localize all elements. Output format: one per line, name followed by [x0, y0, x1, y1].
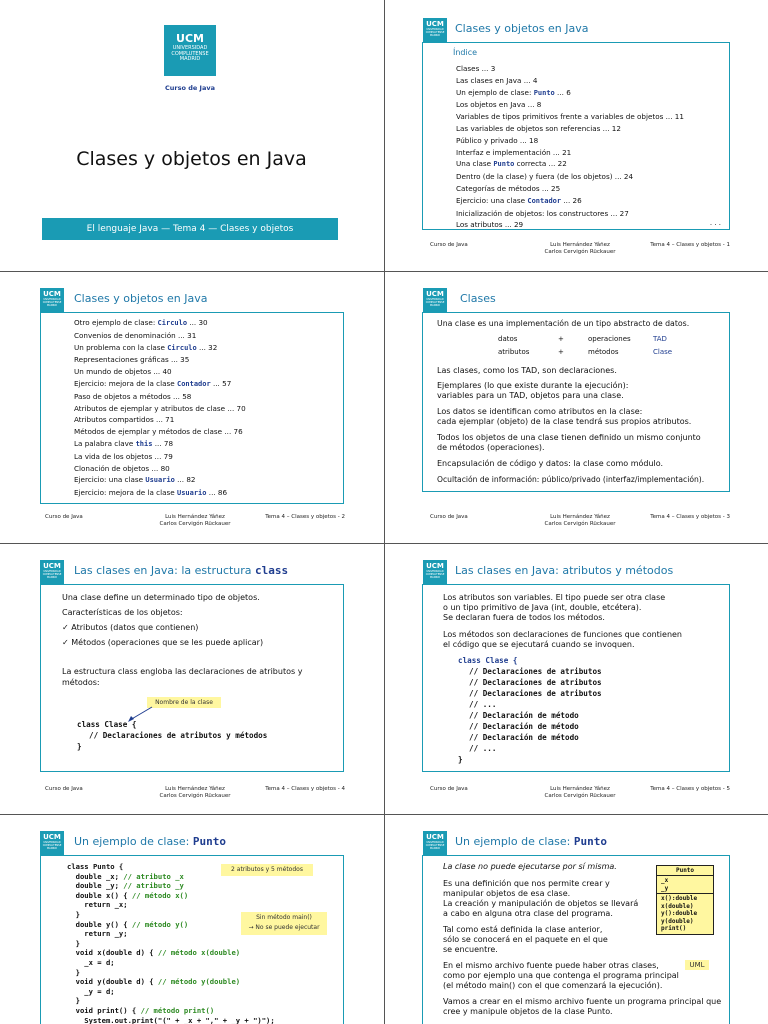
uml-attribute: _x: [661, 877, 669, 884]
code-line: // Declaración de método: [469, 733, 579, 742]
note-attributes: 2 atributos y 5 métodos: [221, 864, 313, 876]
slide-2: UCM UNIVERSIDAD COMPLUTENSE MADRID Clases y objetos en Java Otro ejemplo de clase: Circulo ... 30 Convenios de denominación ... 31 Un problema con la clase Circulo ... 32 Representaciones gráficas ... 35 Un mundo de objetos ... 40 Ejercicio: mejora de la clase Contador ... 57 Paso de objetos a métodos ... 58 Atributos de ejemplar y atributos de clase ... 70 Atributos compartidos ... 71 Métodos de ejemplar y métodos de clase ... 76 La palabra clave this ... 78 La vida de los objetos ... 79 Clonación de objetos ... 80 Ejercicio: una clase Usuario ... 82 Ejercicio: mejora de la clase Usuario ... 86 Curso de Java Luis Hernández Yáñez Carlos Cervigón Rückauer Tema 4 – Clases y objetos - 2: [0, 272, 383, 542]
index-item: Inicialización de objetos: los constructores ... 27: [456, 208, 629, 218]
slide-1: UCM UNIVERSIDAD COMPLUTENSE MADRID Clases y objetos en Java Índice Clases ... 3 Las clases en Java ... 4 Un ejemplo de clase: Punto ... 6 Los objetos en Java ... 8 Variables de tipos primitivos frente a variables de objetos ... 11 Las variables de objetos son referencias ... 12 Público y privado ... 18 Interfaz e implementación ... 21 Una clase Punto correcta ... 22 Dentro (de la clase) y fuera (de los objetos) ... 24 Categorías de métodos ... 25 Ejercicio: una clase Contador ... 26 Inicialización de objetos: los constructores ... 27 Los atributos ... 29 . . . Curso de Java Luis Hernández Yáñez Carlos Cervigón Rückauer Tema 4 – Clases y objetos - 1: [385, 0, 768, 270]
content-box: Una clase define un determinado tipo de objetos. Características de los objetos: ✓ Atributos (datos que contienen) ✓ Métodos (operaciones que se les puede aplicar) La estructura class engloba las declaraciones de atributos y métodos: Nombre de la clase class Clase { // Declaraciones de atributos y métodos }: [40, 584, 344, 772]
code-line: System.out.print("(" + _x + "," + _y + ")");: [67, 1015, 275, 1024]
code-line: }: [67, 996, 80, 1006]
uml-method: y(double): [661, 917, 694, 925]
note-class-name: Nombre de la clase: [147, 697, 221, 708]
index-item: Un problema con la clase Circulo ... 32: [74, 342, 218, 352]
code-line: // Declaración de método: [469, 722, 579, 731]
index-item: Los objetos en Java ... 8: [456, 100, 542, 110]
code-line: void y(double d) { // método y(double): [67, 977, 241, 987]
index-box: [422, 42, 730, 230]
ucm-logo: UCM UNIVERSIDAD COMPLUTENSE MADRID: [423, 18, 447, 42]
code-line: double y() { // método y(): [67, 919, 189, 929]
index-item: Clonación de objetos ... 80: [74, 463, 170, 473]
slide-6: [0, 815, 383, 1024]
index-item: Público y privado ... 18: [456, 135, 539, 145]
index-item: Las clases en Java ... 4: [456, 75, 538, 85]
index-item: Atributos de ejemplar y atributos de clase ... 70: [74, 403, 246, 413]
code-line: double _x; // atributo _x: [67, 871, 184, 881]
index-item: Un ejemplo de clase: Punto ... 6: [456, 87, 571, 97]
slide-title: Las clases en Java: la estructura class: [74, 564, 289, 577]
uml-method: x():double: [661, 895, 698, 902]
index-item: Paso de objetos a métodos ... 58: [74, 391, 192, 401]
note-no-main: Sin método main() → No se puede ejecutar: [241, 912, 327, 935]
code-block: [67, 862, 275, 1024]
index-item: Ejercicio: mejora de la clase Usuario ... 86: [74, 488, 228, 498]
content-box: La clase no puede ejecutarse por sí misma. Es una definición que nos permite crear y manipular objetos de esa clase. La creación y manipulación de objetos se llevará a cabo en alguna otra clase del programa. Tal como está definida la clase anterior, sólo se conocerá en el paquete en el que se encuentre. En el mismo archivo fuente puede haber otras clases, como por ejemplo una que contenga el programa principal (el método main() con el que comenzará la ejecución). Vamos a crear en el mismo archivo fuente un programa principal que cree y manipule objetos de la clase Punto. Punto _x _y x():double x(double) y():double y(double) print() UML: [422, 855, 730, 1024]
slide-title: Clases: [460, 292, 496, 305]
index-list: [74, 317, 246, 500]
code-line: // Declaración de método: [469, 711, 579, 720]
slide-7: [385, 815, 768, 1024]
ucm-logo: UCM UNIVERSIDAD COMPLUTENSE MADRID: [40, 560, 64, 584]
code-line: }: [67, 938, 80, 948]
index-item: Ejercicio: una clase Contador ... 26: [456, 195, 582, 205]
code-line: double _y; // atributo _y: [67, 881, 184, 891]
code-line: }: [67, 909, 80, 919]
code-line: double x() { // método x(): [67, 890, 189, 900]
index-item: Ejercicio: mejora de la clase Contador ... 57: [74, 378, 232, 388]
slide-title: Un ejemplo de clase: Punto: [74, 835, 227, 848]
ucm-logo: UCM UNIVERSIDAD COMPLUTENSE MADRID: [40, 831, 64, 855]
code-line: return _y;: [67, 929, 128, 939]
index-item: Interfaz e implementación ... 21: [456, 147, 572, 157]
logo-text: UCM: [176, 32, 204, 45]
index-item: Ejercicio: una clase Usuario ... 82: [74, 475, 196, 485]
slide-title: Un ejemplo de clase: Punto: [455, 835, 608, 848]
uml-attribute: _y: [661, 884, 669, 892]
index-item: La vida de los objetos ... 79: [74, 451, 173, 461]
index-item: Otro ejemplo de clase: Circulo ... 30: [74, 318, 208, 327]
index-item: Atributos compartidos ... 71: [74, 415, 175, 425]
code-line: class Punto {: [67, 862, 124, 871]
cover-banner: El lenguaje Java — Tema 4 — Clases y objetos: [42, 218, 338, 240]
index-item: Un mundo de objetos ... 40: [74, 367, 172, 377]
ucm-logo: UCM UNIVERSIDAD COMPLUTENSE MADRID: [423, 831, 447, 855]
ucm-logo: [164, 25, 216, 76]
slide-4: UCM UNIVERSIDAD COMPLUTENSE MADRID Las clases en Java: la estructura class Una clase define un determinado tipo de objetos. Características de los objetos: ✓ Atributos (datos que contienen) ✓ Métodos (operaciones que se les puede aplicar) La estructura class engloba las declaraciones de atributos y métodos: Nombre de la clase class Clase { // Declaraciones de atributos y métodos } Curso de Java Luis Hernández Yáñez Carlos Cervigón Rückauer Tema 4 – Clases y objetos - 4: [0, 544, 383, 814]
code-line: }: [67, 967, 80, 977]
index-item: Una clase Punto correcta ... 22: [456, 159, 567, 169]
code-line: // Declaraciones de atributos: [469, 667, 602, 676]
index-heading: Índice: [453, 48, 478, 57]
code-line: // ...: [469, 700, 497, 709]
slide-cover: [0, 0, 383, 270]
ucm-logo: UCM UNIVERSIDAD COMPLUTENSE MADRID: [423, 560, 447, 584]
content-box: [40, 855, 344, 1024]
slide-title: Las clases en Java: atributos y métodos: [455, 564, 674, 577]
code-line: _y = d;: [67, 986, 115, 996]
index-item: Clases ... 3: [456, 64, 496, 73]
ucm-logo: UCM UNIVERSIDAD COMPLUTENSE MADRID: [40, 288, 64, 312]
index-item: Convenios de denominación ... 31: [74, 330, 197, 340]
index-item: Variables de tipos primitivos frente a variables de objetos ... 11: [456, 112, 684, 122]
code-line: _x = d;: [67, 957, 115, 967]
content-box: Los atributos son variables. El tipo puede ser otra clase o un tipo primitivo de Java (int, double, etcétera). Se declaran fuera de todos los métodos. Los métodos son declaraciones de funciones que contienen el código que se ejecutará cuando se invoquen. class Clase { // Declaraciones de atributos // Declaraciones de atributos // Declaraciones de atributos // ... // Declaración de método // Declaración de método // Declaración de método // ... }: [422, 584, 730, 772]
code-line: // Declaraciones de atributos: [469, 689, 602, 698]
cover-course: Curso de Java: [165, 84, 215, 92]
uml-tag: UML: [685, 960, 709, 970]
uml-method: print(): [661, 925, 687, 932]
logo-subtext: UNIVERSIDAD COMPLUTENSE MADRID: [171, 45, 209, 62]
content-box: Una clase es una implementación de un tipo abstracto de datos. datos + operaciones TAD atributos + métodos Clase Las clases, como los TAD, son declaraciones. Ejemplares (lo que existe durante la ejecución): variables para un TAD, objetos para una clase. Los datos se identifican como atributos en la clase: cada ejemplar (objeto) de la clase tendrá sus propios atributos. Todos los objetos de una clase tienen definido un mismo conjunto de métodos (operaciones). Encapsulación de código y datos: la clase como módulo. Ocultación de información: público/privado (interfaz/implementación).: [422, 312, 730, 492]
code-line: // ...: [469, 744, 497, 753]
uml-method: y():double: [661, 910, 698, 917]
code-line: void x(double d) { // método x(double): [67, 948, 241, 958]
index-item: Representaciones gráficas ... 35: [74, 355, 190, 365]
uml-method: x(double): [661, 902, 694, 910]
code-line: return _x;: [67, 900, 128, 910]
index-list: [456, 63, 684, 231]
code-line: void print() { // método print(): [67, 1005, 215, 1015]
index-item: Categorías de métodos ... 25: [456, 183, 561, 193]
uml-box: Punto _x _y x():double x(double) y():double y(double) print(): [656, 865, 714, 935]
slide-3: UCM UNIVERSIDAD COMPLUTENSE MADRID Clases Una clase es una implementación de un tipo abstracto de datos. datos + operaciones TAD atributos + métodos Clase Las clases, como los TAD, son declaraciones. Ejemplares (lo que existe durante la ejecución): variables para un TAD, objetos para una clase. Los datos se identifican como atributos en la clase: cada ejemplar (objeto) de la clase tendrá sus propios atributos. Todos los objetos de una clase tienen definido un mismo conjunto de métodos (operaciones). Encapsulación de código y datos: la clase como módulo. Ocultación de información: público/privado (interfaz/implementación). Curso de Java Luis Hernández Yáñez Carlos Cervigón Rückauer Tema 4 – Clases y objetos - 3: [385, 272, 768, 542]
code-line: // Declaraciones de atributos: [469, 678, 602, 687]
slide-5: UCM UNIVERSIDAD COMPLUTENSE MADRID Las clases en Java: atributos y métodos Los atributos son variables. El tipo puede ser otra clase o un tipo primitivo de Java (int, double, etcétera). Se declaran fuera de todos los métodos. Los métodos son declaraciones de funciones que contienen el código que se ejecutará cuando se invoquen. class Clase { // Declaraciones de atributos // Declaraciones de atributos // Declaraciones de atributos // ... // Declaración de método // Declaración de método // Declaración de método // ... } Curso de Java Luis Hernández Yáñez Carlos Cervigón Rückauer Tema 4 – Clases y objetos - 5: [385, 544, 768, 814]
index-item: La palabra clave this ... 78: [74, 438, 174, 448]
ucm-logo: UCM UNIVERSIDAD COMPLUTENSE MADRID: [423, 288, 447, 312]
code-block: [469, 666, 602, 754]
index-box: [40, 312, 344, 504]
cover-title: Clases y objetos en Java: [76, 148, 307, 170]
more-indicator: . . .: [709, 219, 721, 227]
index-item: Métodos de ejemplar y métodos de clase ... 76: [74, 427, 243, 437]
slide-title: Clases y objetos en Java: [74, 292, 208, 305]
index-item: Las variables de objetos son referencias ... 12: [456, 123, 621, 133]
index-item: Dentro (de la clase) y fuera (de los objetos) ... 24: [456, 172, 634, 182]
slide-title: Clases y objetos en Java: [455, 22, 589, 35]
index-item: Los atributos ... 29: [456, 220, 524, 230]
